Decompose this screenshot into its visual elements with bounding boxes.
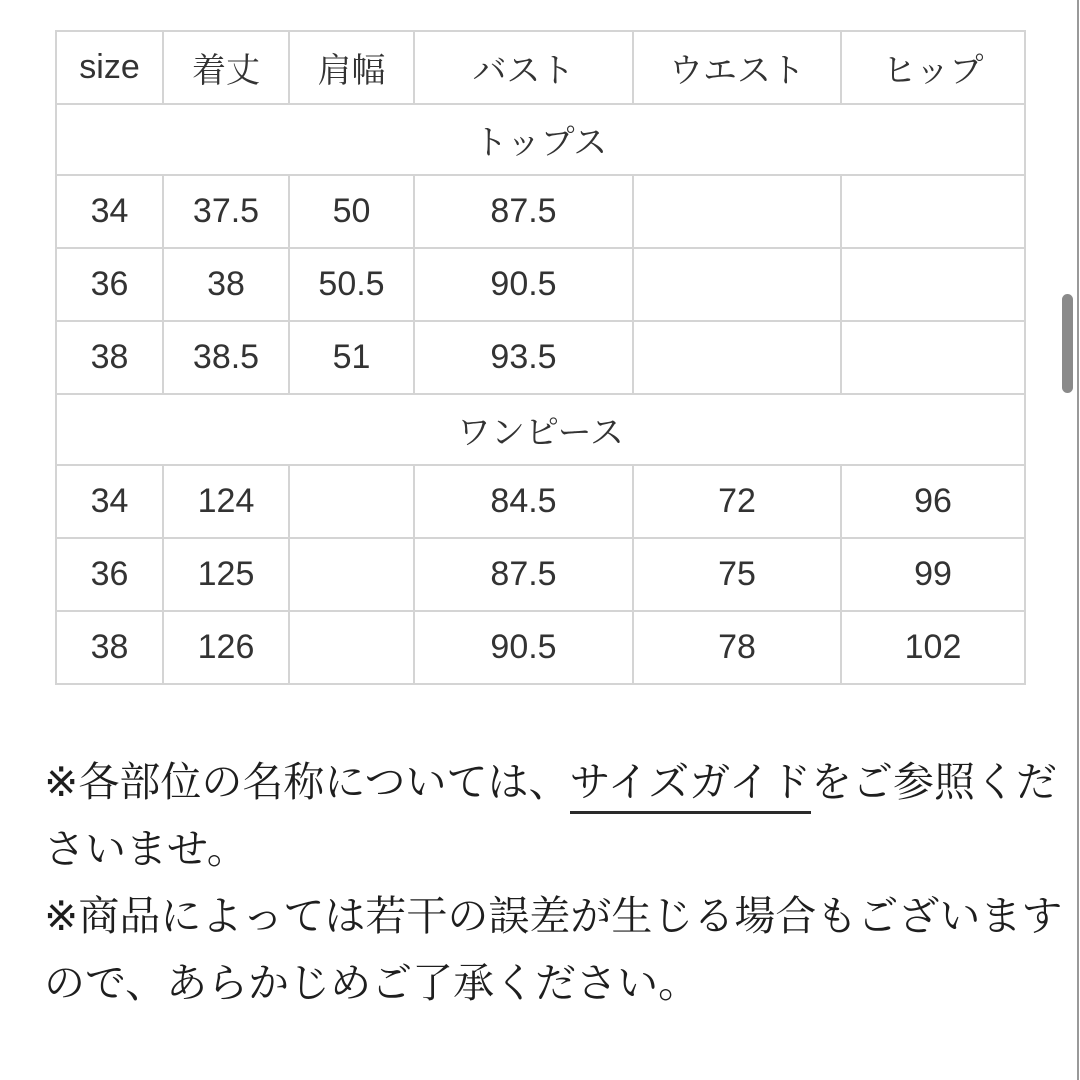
- cell-bust: 84.5: [414, 465, 633, 538]
- scrollbar-thumb[interactable]: [1062, 294, 1073, 393]
- cell-length: 126: [163, 611, 289, 684]
- col-header-bust: バスト: [414, 31, 633, 104]
- cell-shoulder: 50: [289, 175, 414, 248]
- cell-bust: 87.5: [414, 538, 633, 611]
- cell-waist: 72: [633, 465, 841, 538]
- col-header-waist: ウエスト: [633, 31, 841, 104]
- cell-size: 36: [56, 248, 163, 321]
- cell-waist: [633, 175, 841, 248]
- cell-hip: 99: [841, 538, 1025, 611]
- note-tolerance-line1: ※商品によっては若干の誤差が生じる場合もございます: [44, 893, 1063, 939]
- section-title-onepiece: ワンピース: [56, 394, 1025, 465]
- section-title-tops: トップス: [56, 104, 1025, 175]
- cell-size: 34: [56, 465, 163, 538]
- cell-hip: 102: [841, 611, 1025, 684]
- cell-bust: 90.5: [414, 611, 633, 684]
- cell-waist: [633, 248, 841, 321]
- col-header-shoulder: 肩幅: [289, 31, 414, 104]
- section-row-tops: [56, 104, 1025, 175]
- cell-waist: 78: [633, 611, 841, 684]
- cell-shoulder: [289, 611, 414, 684]
- cell-hip: [841, 175, 1025, 248]
- section-row-onepiece: [56, 394, 1025, 465]
- cell-hip: [841, 321, 1025, 394]
- cell-bust: 90.5: [414, 248, 633, 321]
- cell-size: 38: [56, 321, 163, 394]
- cell-shoulder: [289, 465, 414, 538]
- note1-prefix: ※各部位の名称については、: [44, 759, 570, 805]
- cell-shoulder: 51: [289, 321, 414, 394]
- cell-length: 125: [163, 538, 289, 611]
- note-size-guide-line1: [44, 749, 1058, 816]
- col-header-length: 着丈: [163, 31, 289, 104]
- table-row: [56, 175, 1025, 248]
- size-guide-link[interactable]: サイズガイド: [570, 759, 812, 814]
- cell-shoulder: [289, 538, 414, 611]
- cell-size: 36: [56, 538, 163, 611]
- table-row: [56, 538, 1025, 611]
- cell-length: 38: [163, 248, 289, 321]
- notes-block: [44, 749, 1063, 1017]
- cell-shoulder: 50.5: [289, 248, 414, 321]
- cell-hip: [841, 248, 1025, 321]
- scrollbar-track-edge: [1077, 0, 1079, 1080]
- note1-suffix: をご参照くだ: [811, 759, 1058, 805]
- cell-hip: 96: [841, 465, 1025, 538]
- col-header-size: size: [56, 31, 163, 104]
- header-row: [56, 31, 1025, 104]
- cell-length: 38.5: [163, 321, 289, 394]
- table-row: [56, 465, 1025, 538]
- note-size-guide-line2: さいませ。: [44, 826, 248, 872]
- cell-size: 34: [56, 175, 163, 248]
- col-header-hip: ヒップ: [841, 31, 1025, 104]
- cell-waist: [633, 321, 841, 394]
- cell-length: 37.5: [163, 175, 289, 248]
- cell-length: 124: [163, 465, 289, 538]
- cell-size: 38: [56, 611, 163, 684]
- table-row: [56, 248, 1025, 321]
- table-row: [56, 321, 1025, 394]
- size-chart-table: [55, 30, 1026, 685]
- cell-bust: 93.5: [414, 321, 633, 394]
- note-tolerance-line2: ので、あらかじめご了承ください。: [44, 960, 700, 1006]
- cell-bust: 87.5: [414, 175, 633, 248]
- table-row: [56, 611, 1025, 684]
- cell-waist: 75: [633, 538, 841, 611]
